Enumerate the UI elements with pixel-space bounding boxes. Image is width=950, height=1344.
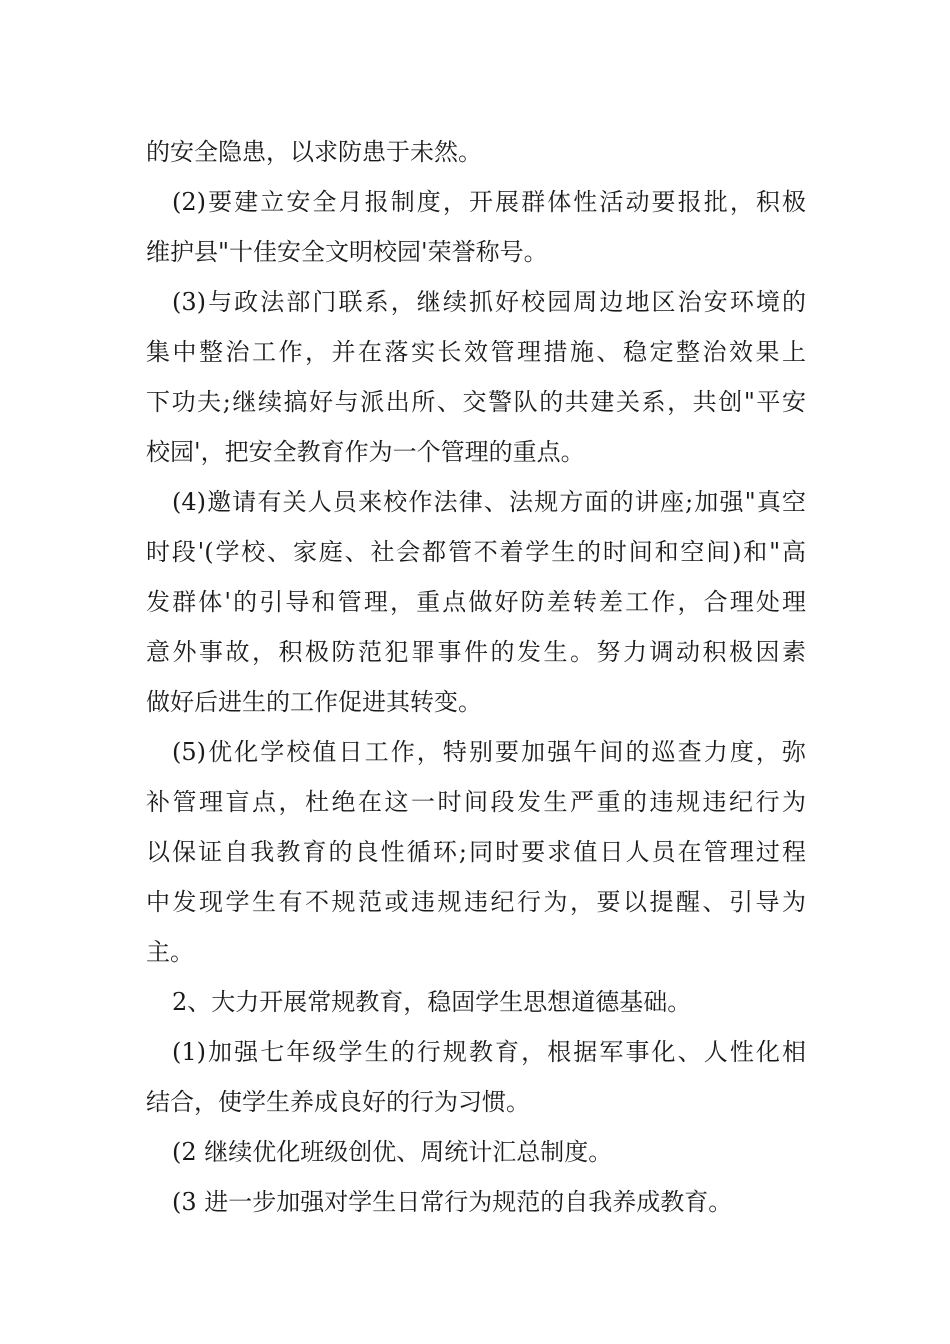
text-line: (2)要建立安全月报制度，开展群体性活动要报批，积极 (172, 188, 806, 216)
text-line: (4)邀请有关人员来校作法律、法规方面的讲座;加强"真空 (172, 488, 806, 516)
text-line: 中发现学生有不规范或违规违纪行为，要以提醒、引导为 (146, 888, 806, 916)
text-line: 结合，使学生养成良好的行为习惯。 (146, 1088, 530, 1116)
text-line: (1)加强七年级学生的行规教育，根据军事化、人性化相 (172, 1038, 806, 1066)
text-line: 时段'(学校、家庭、社会都管不着学生的时间和空间)和"高 (146, 538, 806, 566)
text-line: 的安全隐患，以求防患于未然。 (146, 138, 482, 166)
text-line: 维护县"十佳安全文明校园'荣誉称号。 (146, 238, 548, 266)
text-line: 主。 (146, 938, 194, 966)
section-heading: 2、大力开展常规教育，稳固学生思想道德基础。 (172, 988, 692, 1016)
text-line: 下功夫;继续搞好与派出所、交警队的共建关系，共创"平安 (146, 388, 806, 416)
text-line: (3 进一步加强对学生日常行为规范的自我养成教育。 (172, 1188, 733, 1216)
text-line: 校园'，把安全教育作为一个管理的重点。 (146, 438, 585, 466)
text-line: (5)优化学校值日工作，特别要加强午间的巡查力度，弥 (172, 738, 806, 766)
text-line: 意外事故，积极防范犯罪事件的发生。努力调动积极因素 (146, 638, 806, 666)
text-line: 集中整治工作，并在落实长效管理措施、稳定整治效果上 (146, 338, 806, 366)
text-line: (3)与政法部门联系，继续抓好校园周边地区治安环境的 (172, 288, 806, 316)
text-line: 以保证自我教育的良性循环;同时要求值日人员在管理过程 (146, 838, 806, 866)
text-line: 补管理盲点，杜绝在这一时间段发生严重的违规违纪行为 (146, 788, 806, 816)
text-line: 发群体'的引导和管理，重点做好防差转差工作，合理处理 (146, 588, 806, 616)
text-line: 做好后进生的工作促进其转变。 (146, 688, 482, 716)
text-line: (2 继续优化班级创优、周统计汇总制度。 (172, 1138, 613, 1166)
